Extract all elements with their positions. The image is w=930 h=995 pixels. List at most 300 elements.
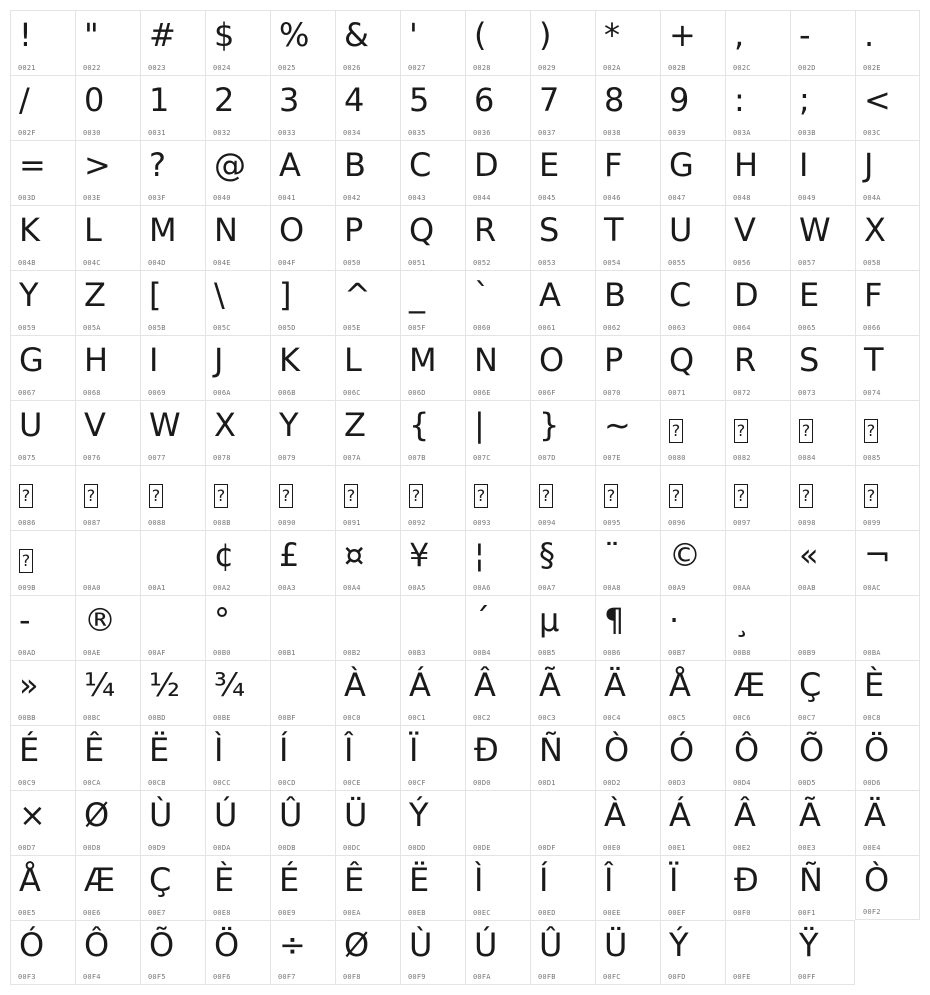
glyph-codepoint: 0051	[408, 259, 426, 267]
glyph-codepoint: 00A0	[83, 584, 101, 592]
glyph-cell	[660, 530, 725, 595]
glyph-cell	[530, 10, 595, 75]
glyph-codepoint: 00CD	[278, 779, 296, 787]
glyph-char: F	[604, 146, 623, 184]
glyph-codepoint: 00BD	[148, 714, 166, 722]
glyph-cell	[75, 400, 140, 465]
glyph-char: C	[669, 276, 692, 314]
glyph-codepoint: 0055	[668, 259, 686, 267]
glyph-codepoint: 002F	[18, 129, 36, 137]
glyph-cell	[75, 10, 140, 75]
glyph-cell	[205, 10, 270, 75]
glyph-codepoint: 004F	[278, 259, 296, 267]
glyph-cell	[855, 140, 920, 205]
glyph-cell	[400, 725, 465, 790]
glyph-codepoint: 0046	[603, 194, 621, 202]
glyph-codepoint: 00C5	[668, 714, 686, 722]
glyph-codepoint: 0078	[213, 454, 231, 462]
glyph-cell	[725, 400, 790, 465]
glyph-cell	[595, 530, 660, 595]
glyph-codepoint: 00F0	[733, 909, 751, 917]
glyph-codepoint: 00D6	[863, 779, 881, 787]
glyph-cell	[400, 10, 465, 75]
glyph-cell	[530, 855, 595, 920]
glyph-cell	[10, 465, 75, 530]
glyph-codepoint: 008B	[213, 519, 231, 527]
glyph-char: ^	[344, 276, 371, 314]
glyph-char: R	[474, 211, 497, 249]
missing-glyph-icon: ?	[279, 484, 293, 508]
glyph-codepoint: 007E	[603, 454, 621, 462]
glyph-cell	[790, 595, 855, 660]
glyph-char: U	[669, 211, 693, 249]
glyph-cell	[465, 75, 530, 140]
glyph-codepoint: 00DA	[213, 844, 231, 852]
glyph-codepoint: 0034	[343, 129, 361, 137]
glyph-codepoint: 0090	[278, 519, 296, 527]
glyph-codepoint: 007C	[473, 454, 491, 462]
glyph-cell	[660, 790, 725, 855]
glyph-codepoint: 004A	[863, 194, 881, 202]
glyph-cell	[140, 140, 205, 205]
glyph-char: C	[409, 146, 432, 184]
glyph-codepoint: 00E2	[733, 844, 751, 852]
glyph-char: 5	[409, 81, 430, 119]
glyph-char: Æ	[84, 861, 116, 899]
glyph-cell	[140, 205, 205, 270]
glyph-cell	[660, 205, 725, 270]
glyph-cell	[595, 335, 660, 400]
glyph-char: 9	[669, 81, 690, 119]
glyph-cell	[725, 465, 790, 530]
glyph-cell	[530, 530, 595, 595]
glyph-cell	[205, 530, 270, 595]
glyph-codepoint: 00D5	[798, 779, 816, 787]
glyph-codepoint: 0091	[343, 519, 361, 527]
glyph-char: 4	[344, 81, 365, 119]
glyph-cell	[855, 465, 920, 530]
glyph-cell	[140, 595, 205, 660]
glyph-char: Ù	[409, 926, 433, 964]
glyph-codepoint: 00C8	[863, 714, 881, 722]
glyph-codepoint: 0028	[473, 64, 491, 72]
glyph-cell	[725, 205, 790, 270]
glyph-cell	[400, 335, 465, 400]
glyph-cell	[465, 400, 530, 465]
glyph-cell	[530, 920, 595, 985]
glyph-cell	[660, 465, 725, 530]
glyph-codepoint: 00B6	[603, 649, 621, 657]
glyph-cell	[400, 400, 465, 465]
glyph-char: Å	[19, 861, 41, 899]
glyph-codepoint: 002B	[668, 64, 686, 72]
glyph-cell	[790, 920, 855, 985]
glyph-char: ´	[474, 601, 490, 639]
glyph-char: G	[669, 146, 694, 184]
glyph-cell	[790, 465, 855, 530]
glyph-char: É	[279, 861, 300, 899]
missing-glyph-icon: ?	[344, 484, 358, 508]
glyph-cell	[335, 140, 400, 205]
glyph-char: ®	[84, 601, 116, 639]
glyph-char: Q	[669, 341, 695, 379]
glyph-cell	[335, 855, 400, 920]
glyph-cell	[205, 660, 270, 725]
glyph-char: ,	[734, 16, 745, 54]
glyph-cell	[400, 75, 465, 140]
glyph-codepoint: 006E	[473, 389, 491, 397]
glyph-codepoint: 00D1	[538, 779, 556, 787]
glyph-cell	[790, 10, 855, 75]
glyph-cell	[140, 335, 205, 400]
glyph-cell	[400, 205, 465, 270]
glyph-cell	[530, 725, 595, 790]
glyph-codepoint: 0022	[83, 64, 101, 72]
glyph-cell	[75, 140, 140, 205]
glyph-codepoint: 0031	[148, 129, 166, 137]
glyph-codepoint: 0030	[83, 129, 101, 137]
glyph-char: H	[84, 341, 109, 379]
glyph-cell	[790, 140, 855, 205]
glyph-codepoint: 00F1	[798, 909, 816, 917]
glyph-cell	[530, 140, 595, 205]
glyph-codepoint: 00D7	[18, 844, 36, 852]
glyph-char: Î	[344, 731, 354, 769]
missing-glyph-icon: ?	[799, 484, 813, 508]
glyph-codepoint: 00B9	[798, 649, 816, 657]
glyph-char: ?	[149, 146, 166, 184]
glyph-char: ¬	[864, 536, 891, 574]
missing-glyph-icon: ?	[19, 484, 33, 508]
glyph-cell	[400, 790, 465, 855]
glyph-char: $	[214, 16, 235, 54]
glyph-cell	[400, 140, 465, 205]
glyph-codepoint: 00E8	[213, 909, 231, 917]
glyph-char: U	[19, 406, 43, 444]
glyph-codepoint: 0082	[733, 454, 751, 462]
missing-glyph-icon: ?	[84, 484, 98, 508]
glyph-char	[279, 470, 293, 510]
glyph-cell	[270, 530, 335, 595]
glyph-char: N	[474, 341, 498, 379]
glyph-cell	[855, 335, 920, 400]
glyph-cell	[140, 530, 205, 595]
glyph-codepoint: 0070	[603, 389, 621, 397]
missing-glyph-icon: ?	[604, 484, 618, 508]
glyph-char: «	[799, 536, 819, 574]
glyph-cell	[595, 725, 660, 790]
glyph-cell	[335, 595, 400, 660]
glyph-codepoint: 007A	[343, 454, 361, 462]
glyph-codepoint: 00E6	[83, 909, 101, 917]
glyph-char: Ü	[344, 796, 368, 834]
glyph-cell	[10, 205, 75, 270]
glyph-codepoint: 002D	[798, 64, 816, 72]
glyph-cell	[205, 725, 270, 790]
glyph-char	[864, 470, 878, 510]
glyph-codepoint: 0032	[213, 129, 231, 137]
glyph-cell	[205, 790, 270, 855]
glyph-char: /	[19, 81, 30, 119]
glyph-cell	[140, 270, 205, 335]
glyph-char: Ñ	[539, 731, 563, 769]
glyph-cell	[660, 855, 725, 920]
glyph-cell	[790, 75, 855, 140]
glyph-cell	[790, 205, 855, 270]
glyph-char: W	[799, 211, 831, 249]
glyph-codepoint: 0059	[18, 324, 36, 332]
glyph-char: ©	[669, 536, 701, 574]
glyph-char: Ø	[344, 926, 370, 964]
glyph-cell	[10, 10, 75, 75]
glyph-char: ½	[149, 666, 181, 704]
glyph-codepoint: 00E4	[863, 844, 881, 852]
glyph-char: Í	[279, 731, 289, 769]
glyph-cell	[465, 205, 530, 270]
glyph-codepoint: 00DC	[343, 844, 361, 852]
glyph-codepoint: 003B	[798, 129, 816, 137]
glyph-char: Ñ	[799, 861, 823, 899]
glyph-codepoint: 002A	[603, 64, 621, 72]
glyph-codepoint: 00E5	[18, 909, 36, 917]
glyph-char	[669, 470, 683, 510]
glyph-cell	[660, 270, 725, 335]
glyph-codepoint: 00FF	[798, 973, 816, 981]
glyph-cell	[725, 530, 790, 595]
glyph-cell	[75, 855, 140, 920]
glyph-cell	[140, 75, 205, 140]
glyph-cell	[855, 660, 920, 725]
glyph-char	[19, 535, 33, 575]
glyph-codepoint: 00D8	[83, 844, 101, 852]
glyph-grid	[10, 10, 920, 985]
glyph-char: ;	[799, 81, 810, 119]
glyph-char: P	[344, 211, 364, 249]
glyph-char: Ì	[474, 861, 484, 899]
glyph-cell	[270, 920, 335, 985]
glyph-codepoint: 00F7	[278, 973, 296, 981]
glyph-char: Õ	[799, 731, 825, 769]
glyph-char: ¼	[84, 666, 116, 704]
glyph-char	[604, 470, 618, 510]
glyph-cell	[855, 725, 920, 790]
glyph-codepoint: 006A	[213, 389, 231, 397]
glyph-cell	[595, 595, 660, 660]
glyph-char: 0	[84, 81, 105, 119]
glyph-cell	[725, 920, 790, 985]
glyph-char	[669, 405, 683, 445]
glyph-codepoint: 0068	[83, 389, 101, 397]
glyph-cell	[75, 595, 140, 660]
glyph-char: Ë	[409, 861, 430, 899]
glyph-cell	[75, 335, 140, 400]
glyph-codepoint: 0052	[473, 259, 491, 267]
glyph-char: +	[669, 16, 696, 54]
glyph-cell	[75, 725, 140, 790]
glyph-codepoint: 00DF	[538, 844, 556, 852]
glyph-codepoint: 0076	[83, 454, 101, 462]
glyph-char	[344, 470, 358, 510]
glyph-codepoint: 00CB	[148, 779, 166, 787]
glyph-codepoint: 00FB	[538, 973, 556, 981]
glyph-char: ¢	[214, 536, 235, 574]
glyph-cell	[335, 725, 400, 790]
missing-glyph-icon: ?	[864, 484, 878, 508]
glyph-codepoint: 00C7	[798, 714, 816, 722]
glyph-cell	[790, 270, 855, 335]
glyph-cell	[595, 400, 660, 465]
glyph-char: Ï	[409, 731, 419, 769]
glyph-codepoint: 0067	[18, 389, 36, 397]
glyph-codepoint: 00A6	[473, 584, 491, 592]
glyph-codepoint: 00DD	[408, 844, 426, 852]
glyph-char: A	[279, 146, 301, 184]
glyph-cell	[595, 920, 660, 985]
glyph-codepoint: 002C	[733, 64, 751, 72]
glyph-char: K	[279, 341, 300, 379]
glyph-cell	[855, 855, 920, 920]
glyph-codepoint: 0045	[538, 194, 556, 202]
glyph-cell	[140, 790, 205, 855]
glyph-codepoint: 0053	[538, 259, 556, 267]
glyph-char: G	[19, 341, 44, 379]
glyph-cell	[75, 75, 140, 140]
glyph-codepoint: 00C9	[18, 779, 36, 787]
glyph-char	[539, 470, 553, 510]
glyph-char: Ò	[864, 861, 890, 899]
glyph-codepoint: 00C2	[473, 714, 491, 722]
glyph-cell	[595, 270, 660, 335]
glyph-char: >	[84, 146, 111, 184]
glyph-cell	[140, 725, 205, 790]
glyph-codepoint: 0099	[863, 519, 881, 527]
glyph-codepoint: 00AC	[863, 584, 881, 592]
glyph-cell	[10, 790, 75, 855]
glyph-cell	[660, 75, 725, 140]
missing-glyph-icon: ?	[799, 419, 813, 443]
glyph-char: ¦	[474, 536, 485, 574]
glyph-codepoint: 005D	[278, 324, 296, 332]
glyph-char: Ã	[799, 796, 821, 834]
glyph-char: Ç	[149, 861, 172, 899]
glyph-cell	[660, 10, 725, 75]
glyph-cell	[270, 725, 335, 790]
glyph-char: A	[539, 276, 561, 314]
glyph-char: Ü	[604, 926, 628, 964]
glyph-char: °	[214, 601, 230, 639]
glyph-char: .	[864, 16, 875, 54]
glyph-cell	[75, 660, 140, 725]
glyph-char	[19, 470, 33, 510]
glyph-char: 3	[279, 81, 300, 119]
glyph-char: Ò	[604, 731, 630, 769]
glyph-cell	[725, 790, 790, 855]
glyph-char: Î	[604, 861, 614, 899]
glyph-codepoint: 0036	[473, 129, 491, 137]
glyph-codepoint: 0038	[603, 129, 621, 137]
glyph-codepoint: 00BF	[278, 714, 296, 722]
glyph-codepoint: 007B	[408, 454, 426, 462]
glyph-cell	[140, 855, 205, 920]
glyph-codepoint: 004D	[148, 259, 166, 267]
glyph-codepoint: 00BA	[863, 649, 881, 657]
glyph-codepoint: 00AE	[83, 649, 101, 657]
glyph-cell	[465, 10, 530, 75]
glyph-cell	[10, 140, 75, 205]
glyph-codepoint: 004B	[18, 259, 36, 267]
glyph-char: #	[149, 16, 176, 54]
glyph-cell	[855, 400, 920, 465]
glyph-codepoint: 006D	[408, 389, 426, 397]
glyph-char: Ø	[84, 796, 110, 834]
glyph-codepoint: 006C	[343, 389, 361, 397]
glyph-cell	[595, 10, 660, 75]
glyph-codepoint: 0025	[278, 64, 296, 72]
glyph-char: }	[539, 406, 560, 444]
glyph-codepoint: 0086	[18, 519, 36, 527]
glyph-codepoint: 00C0	[343, 714, 361, 722]
glyph-codepoint: 004C	[83, 259, 101, 267]
glyph-cell	[10, 920, 75, 985]
glyph-char: S	[539, 211, 560, 249]
glyph-cell	[725, 10, 790, 75]
glyph-codepoint: 0096	[668, 519, 686, 527]
glyph-cell	[335, 530, 400, 595]
glyph-cell	[855, 10, 920, 75]
glyph-char: Ô	[734, 731, 760, 769]
glyph-cell	[140, 10, 205, 75]
glyph-codepoint: 00FC	[603, 973, 621, 981]
glyph-cell	[530, 270, 595, 335]
glyph-codepoint: 00B5	[538, 649, 556, 657]
glyph-cell	[75, 270, 140, 335]
glyph-cell	[465, 920, 530, 985]
glyph-char: :	[734, 81, 745, 119]
missing-glyph-icon: ?	[539, 484, 553, 508]
glyph-char: M	[149, 211, 177, 249]
glyph-char: E	[799, 276, 820, 314]
glyph-codepoint: 002E	[863, 64, 881, 72]
glyph-char: Q	[409, 211, 435, 249]
glyph-char: Ó	[19, 926, 45, 964]
glyph-char	[409, 470, 423, 510]
glyph-cell	[205, 335, 270, 400]
glyph-char	[149, 470, 163, 510]
glyph-cell	[270, 205, 335, 270]
glyph-codepoint: 00B4	[473, 649, 491, 657]
glyph-char: R	[734, 341, 757, 379]
glyph-cell	[270, 75, 335, 140]
glyph-cell	[530, 400, 595, 465]
glyph-codepoint: 0048	[733, 194, 751, 202]
glyph-cell	[790, 660, 855, 725]
glyph-cell	[595, 465, 660, 530]
glyph-codepoint: 00CA	[83, 779, 101, 787]
glyph-codepoint: 00A3	[278, 584, 296, 592]
glyph-codepoint: 00B2	[343, 649, 361, 657]
glyph-cell	[595, 75, 660, 140]
glyph-cell	[530, 205, 595, 270]
glyph-cell	[790, 530, 855, 595]
glyph-codepoint: 0071	[668, 389, 686, 397]
glyph-char: M	[409, 341, 437, 379]
glyph-char: Û	[539, 926, 563, 964]
glyph-char: 7	[539, 81, 560, 119]
glyph-char: Ã	[539, 666, 561, 704]
glyph-char: £	[279, 536, 300, 574]
glyph-cell	[400, 595, 465, 660]
glyph-cell	[465, 530, 530, 595]
